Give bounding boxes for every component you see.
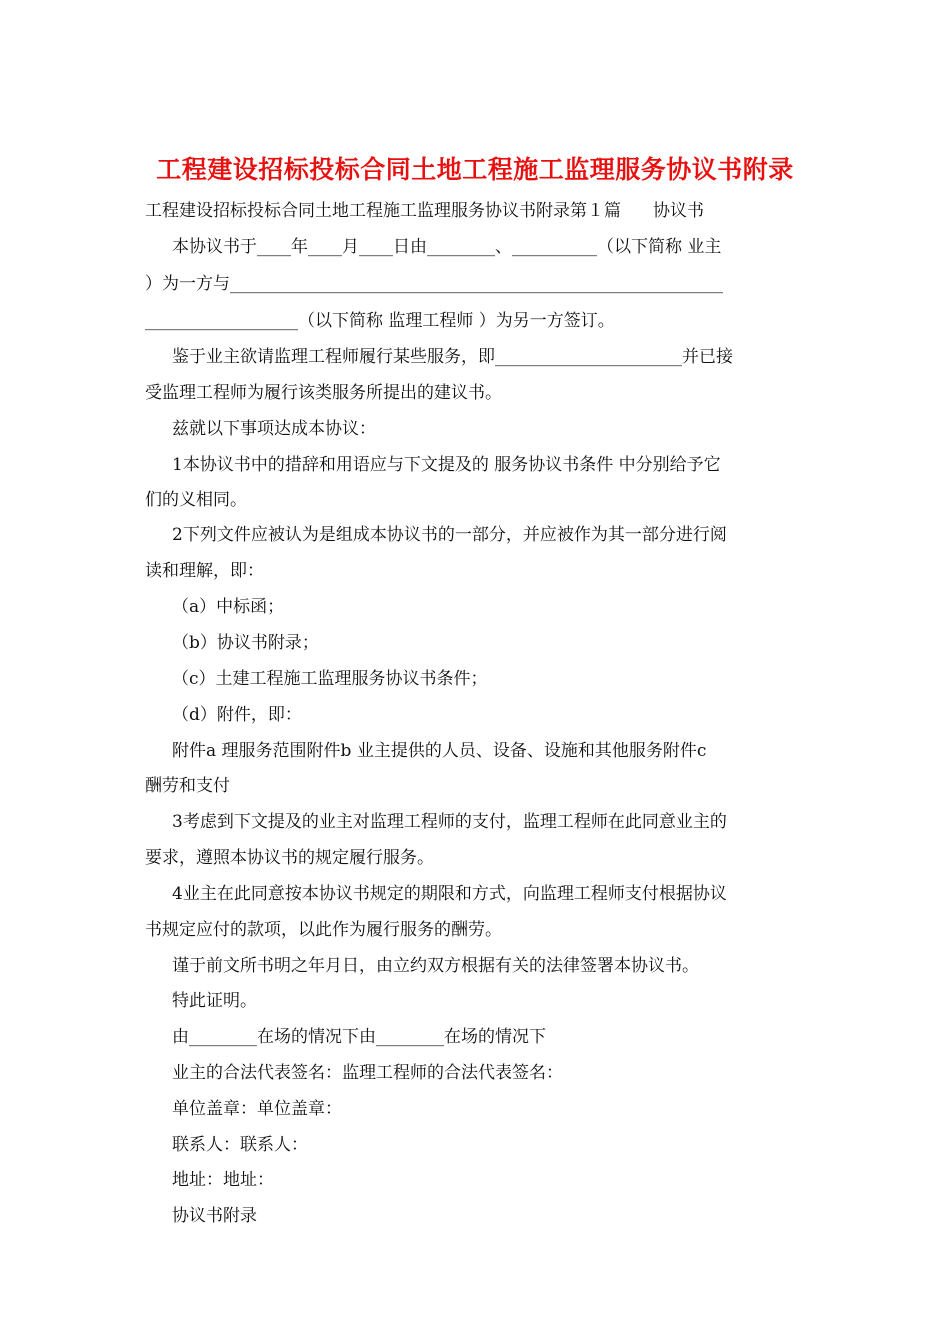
paragraph-line: 2下列文件应被认为是组成本协议书的一部分，并应被作为其一部分进行阅 xyxy=(172,525,727,545)
paragraph-line: 4业主在此同意按本协议书规定的期限和方式，向监理工程师支付根据协议 xyxy=(172,884,727,904)
paragraph-line: ）为一方与__________________________________________________________ xyxy=(145,274,723,294)
document-title: 工程建设招标投标合同土地工程施工监理服务协议书附录 xyxy=(156,155,794,184)
paragraph-line: 们的义相同。 xyxy=(145,490,247,510)
paragraph-line: 兹就以下事项达成本协议： xyxy=(172,419,376,439)
signature-line: 联系人：联系人： xyxy=(172,1135,308,1155)
list-item: （a）中标函； xyxy=(172,597,285,617)
signature-line: 单位盖章：单位盖章： xyxy=(172,1099,342,1119)
signature-line: 由________在场的情况下由________在场的情况下 xyxy=(172,1027,546,1047)
paragraph-line: 3考虑到下文提及的业主对监理工程师的支付，监理工程师在此同意业主的 xyxy=(172,812,727,832)
paragraph-line: 鉴于业主欲请监理工程师履行某些服务，即______________________并已接 xyxy=(172,347,733,367)
paragraph-line: 本协议书于____年____月____日由________、__________（以下简称 业主 xyxy=(172,237,722,257)
paragraph-line: 特此证明。 xyxy=(172,991,257,1011)
section-heading: 协议书附录 xyxy=(172,1206,257,1226)
paragraph-line: 要求，遵照本协议书的规定履行服务。 xyxy=(145,848,434,868)
list-item: （d）附件，即： xyxy=(172,705,302,725)
document-subtitle xyxy=(145,200,704,222)
paragraph-line: 1本协议书中的措辞和用语应与下文提及的 服务协议书条件 中分别给予它 xyxy=(172,455,721,475)
paragraph-line: 书规定应付的款项，以此作为履行服务的酬劳。 xyxy=(145,920,502,940)
subtitle-label: 协议书 xyxy=(653,201,704,221)
paragraph-line: 附件a 理服务范围附件b 业主提供的人员、设备、设施和其他服务附件c xyxy=(172,741,707,761)
paragraph-line: 受监理工程师为履行该类服务所提出的建议书。 xyxy=(145,383,502,403)
paragraph-line: 酬劳和支付 xyxy=(145,776,230,796)
list-item: （c）土建工程施工监理服务协议书条件； xyxy=(172,669,488,689)
paragraph-line: __________________（以下简称 监理工程师 ）为另一方签订。 xyxy=(145,311,615,331)
paragraph-line: 谨于前文所书明之年月日，由立约双方根据有关的法律签署本协议书。 xyxy=(172,956,699,976)
signature-line: 业主的合法代表签名：监理工程师的合法代表签名： xyxy=(172,1063,563,1083)
subtitle-main: 工程建设招标投标合同土地工程施工监理服务协议书附录第１篇 xyxy=(145,201,621,221)
list-item: （b）协议书附录； xyxy=(172,633,319,653)
signature-line: 地址：地址： xyxy=(172,1170,274,1190)
paragraph-line: 读和理解，即： xyxy=(145,561,264,581)
